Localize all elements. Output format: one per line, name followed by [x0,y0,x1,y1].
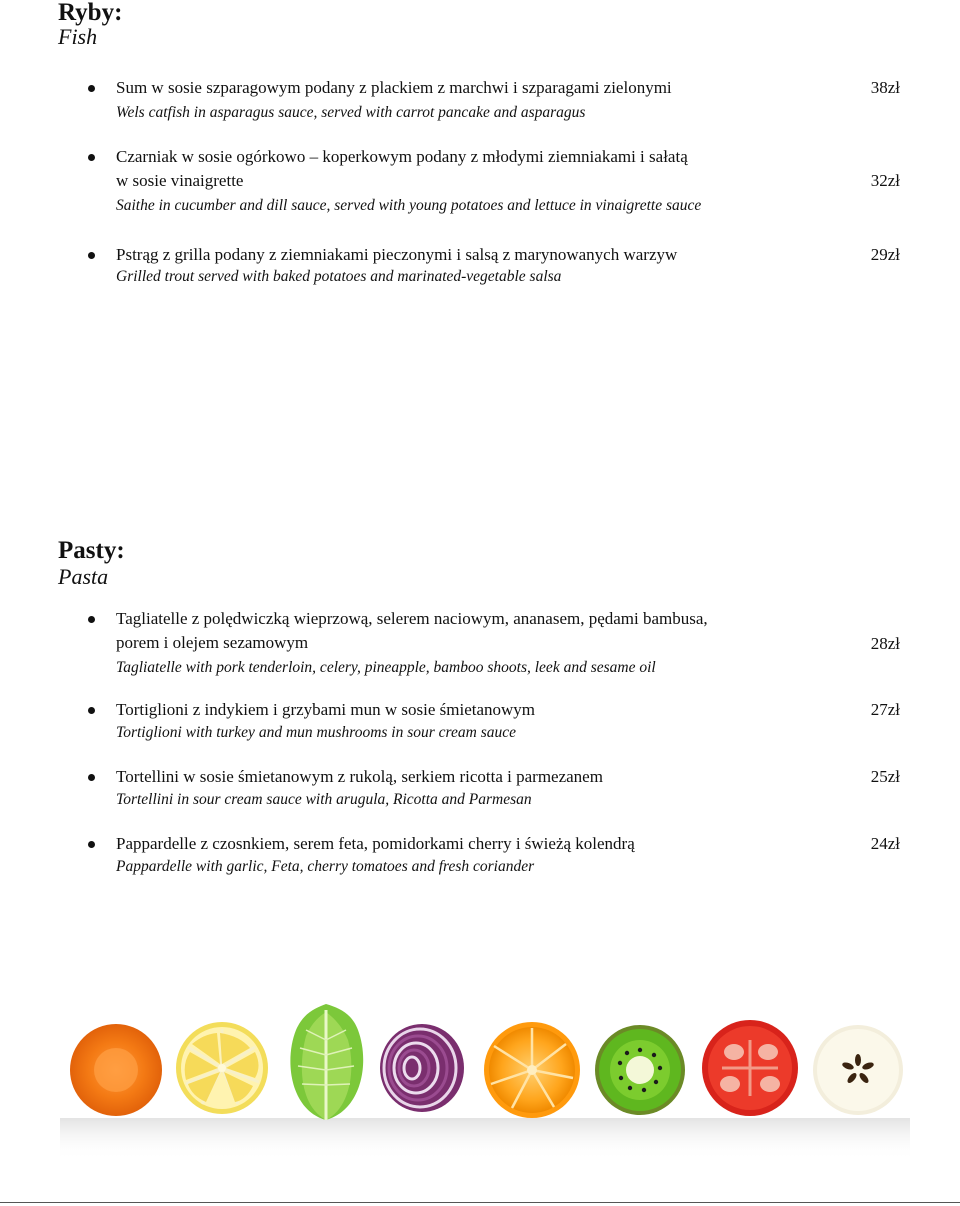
dish-price: 32zł [870,171,900,190]
dish-name-en: Grilled trout served with baked potatoes and marinated-vegetable salsa [116,268,562,285]
dish-name-en: Tagliatelle with pork tenderloin, celery, pineapple, bamboo shoots, leek and sesame oil [116,659,656,676]
dish-name-pl: Tagliatelle z polędwiczką wieprzową, selerem naciowym, ananasem, pędami bambusa, porem i olejem sezamowym [116,609,708,652]
dish-price: 29zł [870,245,900,264]
dish-name-pl: Pappardelle z czosnkiem, serem feta, pomidorkami cherry i świeżą kolendrą [116,834,635,853]
bullet-icon [88,252,95,259]
dish-price: 25zł [870,767,900,786]
dish-name-pl: Sum w sosie szparagowym podany z plackiem z marchwi i szparagami zielonymi [116,78,672,97]
apple-slice-icon [813,1025,903,1115]
bullet-icon [88,841,95,848]
bottom-divider [0,1202,960,1203]
bullet-icon [88,707,95,714]
dish-price: 38zł [870,78,900,97]
dish-name-en: Pappardelle with garlic, Feta, cherry tomatoes and fresh coriander [116,858,535,875]
dish-price: 27zł [870,700,900,719]
carrot-slice-icon [70,1024,162,1116]
fruit-slices-decoration [0,1000,960,1180]
kiwi-slice-icon [595,1025,685,1115]
bullet-icon [88,774,95,781]
red-onion-slice-icon [380,1024,464,1112]
dish-price: 28zł [870,634,900,653]
pasta-section-title: Pasty: [58,537,125,564]
fish-section-title: Ryby: [58,0,123,26]
bullet-icon [88,616,95,623]
dish-name-pl: Pstrąg z grilla podany z ziemniakami pieczonymi i salsą z marynowanych warzyw [116,245,678,264]
dish-name-pl: Czarniak w sosie ogórkowo – koperkowym podany z młodymi ziemniakami i sałatą w sosie vinaigrette [116,147,688,190]
dish-price: 24zł [870,834,900,853]
pasta-section-subtitle: Pasta [58,564,109,589]
bullet-icon [88,154,95,161]
dish-name-en: Tortiglioni with turkey and mun mushrooms in sour cream sauce [116,724,516,741]
dish-name-pl: Tortiglioni z indykiem i grzybami mun w sosie śmietanowym [116,700,536,719]
dish-name-pl: Tortellini w sosie śmietanowym z rukolą, serkiem ricotta i parmezanem [116,767,603,786]
fish-section-subtitle: Fish [58,24,98,49]
lemon-slice-icon [176,1022,268,1114]
lettuce-leaf-icon [290,1004,363,1120]
reflection [60,1118,910,1160]
dish-name-en: Tortellini in sour cream sauce with arugula, Ricotta and Parmesan [116,791,532,808]
orange-slice-icon [484,1022,580,1118]
bullet-icon [88,85,95,92]
dish-name-en: Wels catfish in asparagus sauce, served with carrot pancake and asparagus [116,104,586,121]
tomato-slice-icon [702,1020,798,1116]
dish-name-en: Saithe in cucumber and dill sauce, served with young potatoes and lettuce in vinaigrette sauce [116,197,702,214]
